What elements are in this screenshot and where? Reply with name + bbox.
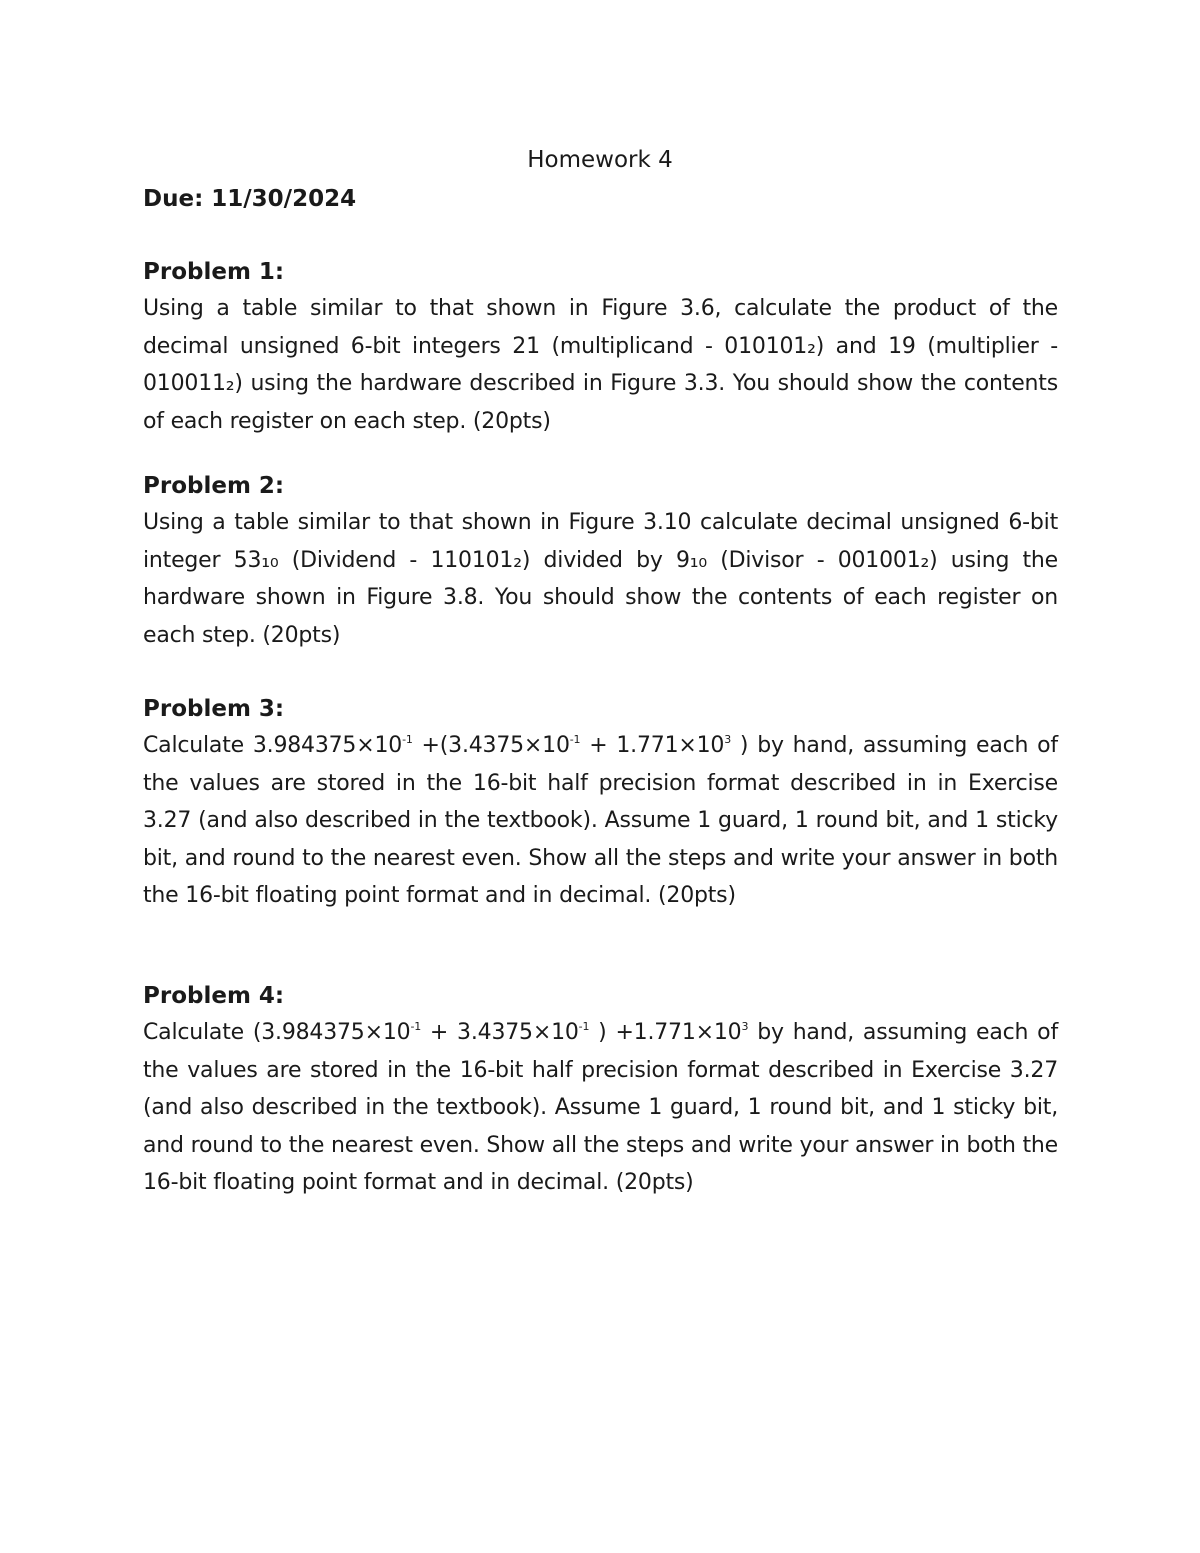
problem-2-body: Using a table similar to that shown in Figure 3.10 calculate decimal unsigned 6-bit integer 53₁₀ (Dividend - 110101₂) divided by 9₁₀ (Divisor - 001001₂) using the hardware shown in Figure 3.8. You should show the contents of each register on each step. (20pts) xyxy=(143,510,1058,648)
problem-4-exponent-2: -1 xyxy=(578,1020,590,1033)
problem-3-exponent-3: 3 xyxy=(724,733,732,746)
problem-1-body: Using a table similar to that shown in Figure 3.6, calculate the product of the decimal unsigned 6-bit integers 21 (multiplicand - 010101₂) and 19 (multiplier - 010011₂) using the hardware described in Figure 3.3. You should show the contents of each register on each step. (20pts) xyxy=(143,296,1058,434)
problem-4-body xyxy=(143,1014,1058,1202)
problem-3-expression-mid-2: + 1.771×10 xyxy=(580,733,725,758)
document-title: Homework 4 xyxy=(527,147,673,173)
problem-4-body-text: by hand, assuming each of the values are stored in the 16-bit half precision format described in Exercise 3.27 (and also described in the textbook). Assume 1 guard, 1 round bit, and 1 sticky bit, and round to the nearest even. Show all the steps and write your answer in both the 16-bit floating point format and in decimal. (20pts) xyxy=(143,1020,1058,1195)
problem-3-body-text: ) by hand, assuming each of the values are stored in the 16-bit half precision format described in in Exercise 3.27 (and also described in the textbook). Assume 1 guard, 1 round bit, and 1 sticky bit, and round to the nearest even. Show all the steps and write your answer in both the 16-bit floating point format and in decimal. (20pts) xyxy=(143,733,1058,908)
problem-4-exponent-3: 3 xyxy=(741,1020,749,1033)
problem-2-heading: Problem 2: xyxy=(143,473,285,499)
problem-4-exponent-1: -1 xyxy=(410,1020,422,1033)
problem-3-expression-prefix: Calculate 3.984375×10 xyxy=(143,733,403,758)
problem-3-expression-mid-1: +(3.4375×10 xyxy=(412,733,570,758)
problem-4-heading: Problem 4: xyxy=(143,983,285,1009)
problem-4-expression-mid-2: ) +1.771×10 xyxy=(589,1020,742,1045)
problem-3-exponent-1: -1 xyxy=(402,733,413,746)
problem-1-heading: Problem 1: xyxy=(143,259,285,285)
problem-3-exponent-2: -1 xyxy=(569,733,581,746)
due-date: Due: 11/30/2024 xyxy=(143,186,357,212)
problem-3-heading: Problem 3: xyxy=(143,696,285,722)
problem-4-expression-prefix: Calculate (3.984375×10 xyxy=(143,1020,411,1045)
problem-4-expression-mid-1: + 3.4375×10 xyxy=(421,1020,579,1045)
problem-3-body xyxy=(143,727,1058,915)
